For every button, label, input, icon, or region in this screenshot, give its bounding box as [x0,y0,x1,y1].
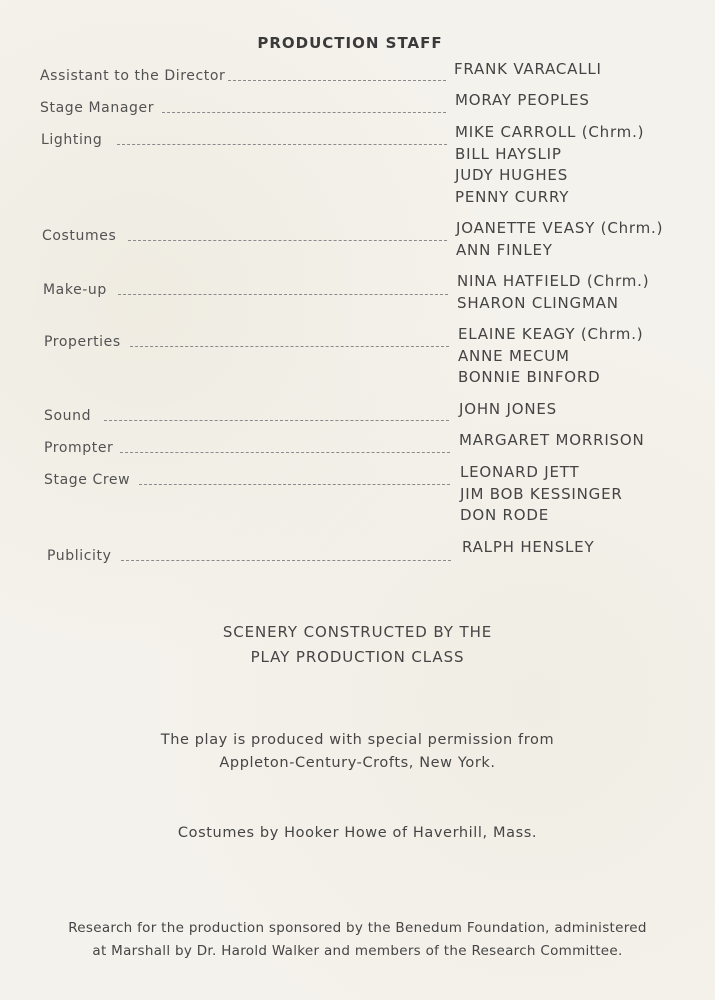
role-label: Publicity [47,548,112,564]
dotted-leader [121,560,451,561]
staff-name: JUDY HUGHES [455,166,569,184]
costumes-credit-line: Costumes by Hooker Howe of Haverhill, Mass. [177,825,538,841]
page-title: PRODUCTION STAFF [257,34,443,52]
staff-name: ANNE MECUM [458,346,570,365]
dotted-leader [130,346,449,347]
dotted-leader [139,484,450,485]
dotted-leader [128,240,447,241]
scenery-line: SCENERY CONSTRUCTED BY THE [222,623,493,641]
dotted-leader [228,80,446,81]
research-line: Research for the production sponsored by the Benedum Foundation, administered [68,920,647,936]
permission-note [0,729,715,775]
staff-name: MARGARET MORRISON [459,431,645,449]
dotted-leader [162,112,446,113]
names-list [459,430,645,452]
staff-name: NINA HATFIELD (Chrm.) [457,272,650,290]
role-label: Prompter [44,440,114,456]
role-label: Properties [44,334,121,350]
dotted-leader [117,144,447,145]
role-label: Assistant to the Director [40,68,226,84]
dotted-leader [118,294,448,295]
staff-name: BONNIE BINFORD [458,368,601,386]
staff-name: BILL HAYSLIP [455,144,562,163]
staff-name: LEONARD JETT [460,463,580,481]
staff-name: SHARON CLINGMAN [457,293,619,312]
research-line: at Marshall by Dr. Harold Walker and members of the Research Committee. [92,943,623,959]
names-list [455,90,590,112]
role-label: Make-up [43,282,107,298]
staff-name: ELAINE KEAGY (Chrm.) [458,325,644,343]
names-list [458,324,643,389]
dotted-leader [120,452,450,453]
staff-name: ANN FINLEY [456,240,553,259]
names-list [459,399,557,421]
role-label: Lighting [41,132,103,148]
permission-line: The play is produced with special permission from [160,732,555,748]
names-list [460,462,623,527]
names-list [462,537,594,559]
scenery-line: PLAY PRODUCTION CLASS [250,648,465,666]
staff-name: PENNY CURRY [455,187,570,206]
permission-line: Appleton-Century-Crofts, New York. [219,755,496,771]
names-list [455,122,644,208]
scenery-credit [0,620,715,670]
role-label: Stage Manager [40,100,155,116]
dotted-leader [104,420,449,421]
staff-name: DON RODE [460,506,550,524]
role-label: Sound [44,408,92,424]
staff-name: JOHN JONES [459,400,557,418]
staff-name: MIKE CARROLL (Chrm.) [455,123,645,141]
staff-name: JIM BOB KESSINGER [460,484,623,503]
staff-name: RALPH HENSLEY [462,538,595,556]
names-list [457,271,649,314]
names-list [456,218,663,261]
staff-name: MORAY PEOPLES [455,91,590,109]
staff-name: JOANETTE VEASY (Chrm.) [456,219,664,237]
role-label: Stage Crew [44,472,131,488]
names-list [454,59,602,81]
research-note [0,917,715,963]
staff-name: FRANK VARACALLI [454,60,602,78]
costumes-credit [0,822,715,845]
role-label: Costumes [42,228,117,244]
